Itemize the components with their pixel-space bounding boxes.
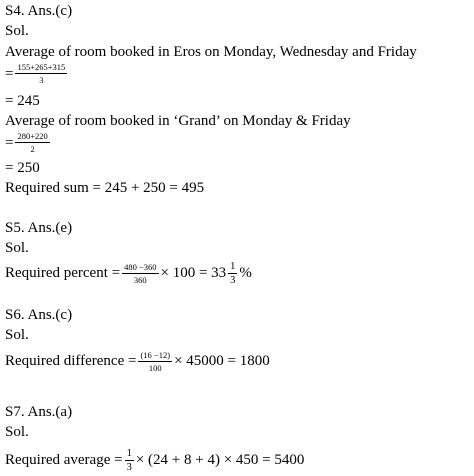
s4-eros-result: = 245 [5, 93, 40, 109]
s4-required-sum: Required sum = 245 + 250 = 495 [5, 180, 205, 196]
s4-eros-fraction [15, 62, 67, 85]
s5-result: × 100 = 33 [160, 264, 227, 281]
s7-fraction [125, 448, 134, 473]
fraction-numerator: (16 −12) [140, 350, 171, 360]
percent-sign: % [239, 264, 252, 281]
s6-result: × 45000 = 1800 [174, 352, 270, 369]
fraction-denominator: 2 [30, 144, 35, 154]
s6-heading: S6. Ans.(c) [5, 307, 73, 323]
s4-grand-fraction [15, 131, 49, 154]
s4-eros-average-text: Average of room booked in Eros on Monday, Wednesday and Friday [5, 44, 417, 60]
s5-sol-label: Sol. [5, 240, 29, 256]
equals-sign: = [5, 134, 14, 151]
s5-fraction [122, 262, 158, 285]
fraction-denominator: 360 [133, 275, 147, 285]
s4-grand-equation [5, 131, 52, 154]
s4-grand-result: = 250 [5, 160, 40, 176]
s5-label: Required percent = [5, 264, 121, 281]
s4-grand-average-text: Average of room booked in ‘Grand’ on Monday & Friday [5, 113, 351, 129]
s5-heading: S5. Ans.(e) [5, 220, 73, 236]
fraction-denominator: 100 [148, 363, 162, 373]
s7-heading: S7. Ans.(a) [5, 404, 73, 420]
equals-sign: = [5, 65, 14, 82]
fraction-numerator: 1 [230, 261, 236, 272]
s4-sol-label: Sol. [5, 23, 29, 39]
s4-eros-equation [5, 62, 69, 85]
fraction-numerator: 1 [126, 448, 132, 459]
fraction-denominator: 3 [126, 462, 132, 473]
fraction-numerator: 155+265+315 [17, 62, 66, 72]
s6-label: Required difference = [5, 352, 137, 369]
fraction-numerator: 480 −360 [124, 262, 157, 272]
s7-sol-label: Sol. [5, 424, 29, 440]
s6-fraction [138, 350, 172, 373]
s7-equation [5, 448, 304, 473]
s6-sol-label: Sol. [5, 327, 29, 343]
s5-equation [5, 261, 252, 286]
s5-mixed-fraction [228, 261, 237, 286]
fraction-numerator: 280+220 [17, 131, 48, 141]
fraction-denominator: 3 [230, 275, 236, 286]
s7-label: Required average = [5, 451, 123, 468]
fraction-denominator: 3 [39, 75, 44, 85]
s7-result: × (24 + 8 + 4) × 450 = 5400 [135, 451, 305, 468]
s6-equation [5, 350, 270, 373]
s4-heading: S4. Ans.(c) [5, 3, 73, 19]
